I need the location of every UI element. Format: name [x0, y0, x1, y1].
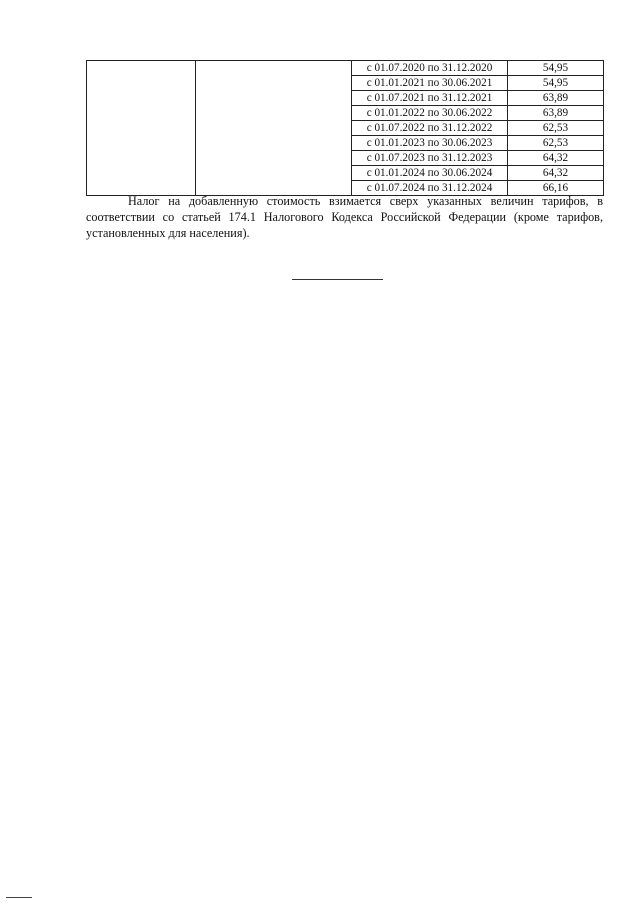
tariff-table [86, 60, 604, 196]
consumer-group-cell [196, 61, 352, 196]
table-row [87, 61, 604, 76]
period-cell: с 01.07.2020 по 31.12.2020 [352, 61, 508, 76]
tariff-value-cell: 64,32 [508, 151, 604, 166]
period-cell: с 01.01.2022 по 30.06.2022 [352, 106, 508, 121]
tariff-value-cell: 63,89 [508, 106, 604, 121]
period-cell: с 01.07.2022 по 31.12.2022 [352, 121, 508, 136]
period-cell: с 01.01.2024 по 30.06.2024 [352, 166, 508, 181]
period-cell: с 01.01.2021 по 30.06.2021 [352, 76, 508, 91]
tariff-value-cell: 62,53 [508, 136, 604, 151]
end-of-document-divider [292, 279, 383, 280]
period-cell: с 01.07.2021 по 31.12.2021 [352, 91, 508, 106]
tariff-value-cell: 54,95 [508, 76, 604, 91]
tariff-value-cell: 54,95 [508, 61, 604, 76]
period-cell: с 01.01.2023 по 30.06.2023 [352, 136, 508, 151]
tariff-value-cell: 64,32 [508, 166, 604, 181]
tariff-value-cell: 62,53 [508, 121, 604, 136]
page-corner-mark [6, 897, 32, 898]
vat-note-paragraph: Налог на добавленную стоимость взимается сверх указанных величин тарифов, в соответствии со статьей 174.1 Налогового Кодекса Российской Федерации (кроме тарифов, установленных для населения). [86, 194, 603, 240]
tariff-value-cell: 63,89 [508, 91, 604, 106]
period-cell: с 01.07.2023 по 31.12.2023 [352, 151, 508, 166]
tariff-value-cell: 66,16 [508, 181, 604, 196]
organization-cell [87, 61, 196, 196]
period-cell: с 01.07.2024 по 31.12.2024 [352, 181, 508, 196]
